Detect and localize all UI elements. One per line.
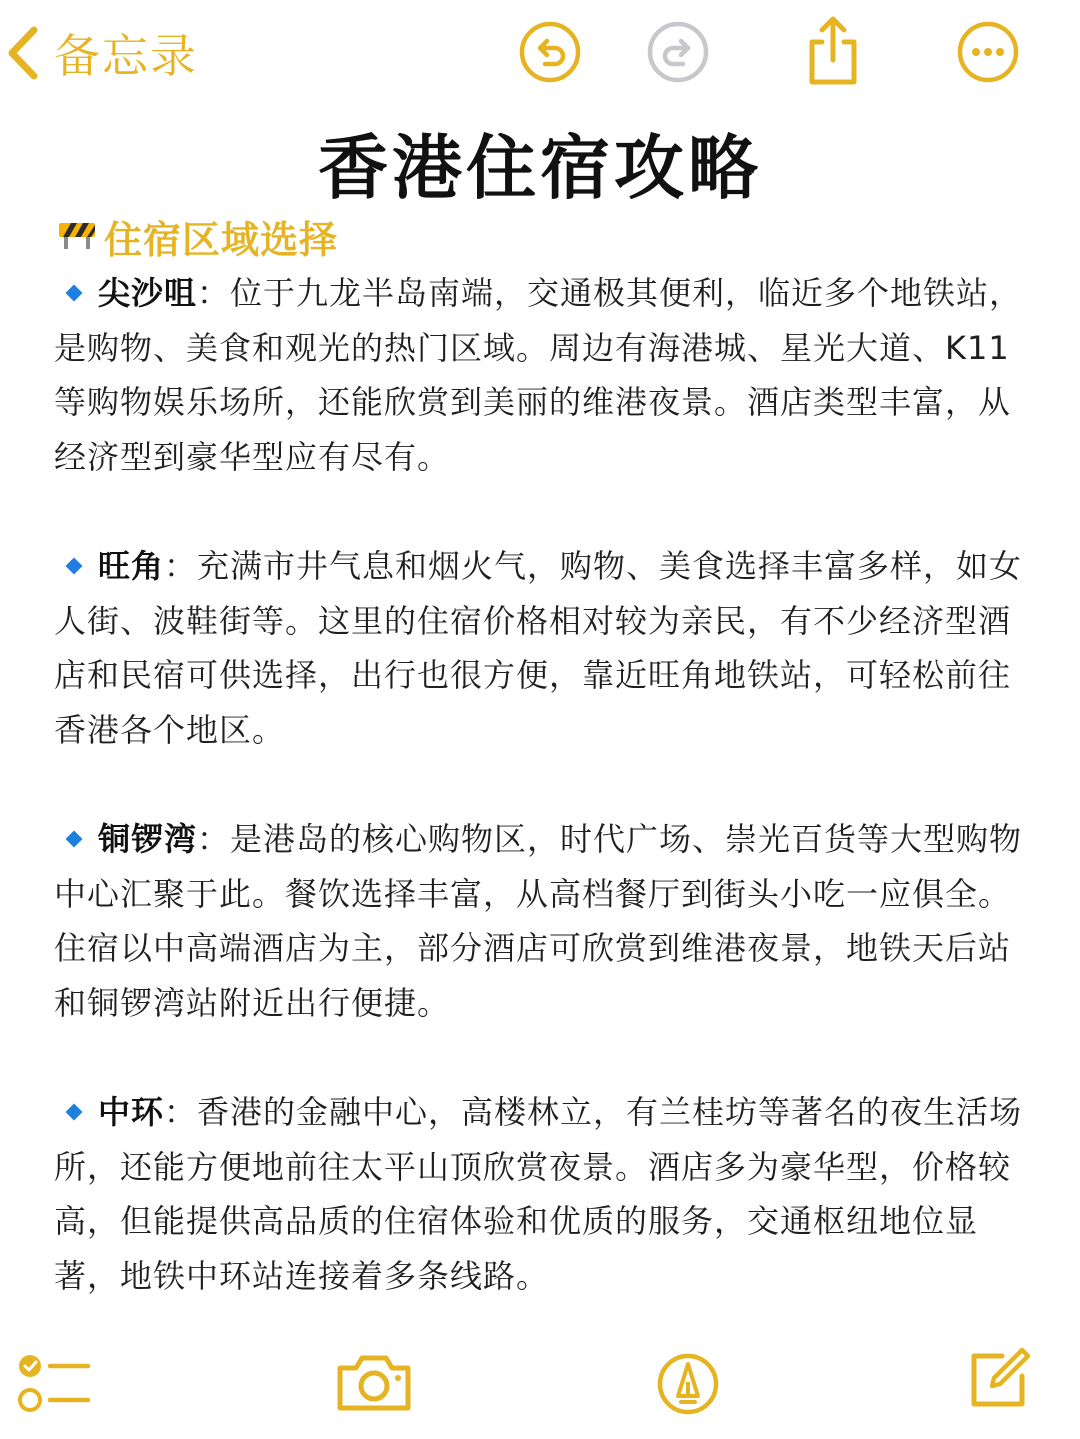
camera-icon (334, 1352, 414, 1414)
entry-causeway-bay[interactable] (54, 812, 1029, 1030)
more-icon (956, 20, 1020, 84)
entry-term: 铜锣湾 (98, 820, 198, 858)
back-button[interactable] (4, 18, 198, 88)
checklist-icon (16, 1352, 92, 1414)
construction-barrier-icon (58, 217, 96, 255)
note-title[interactable]: 香港住宿攻略 (318, 127, 762, 209)
compose-icon (966, 1346, 1032, 1412)
entry-term: 中环 (98, 1093, 165, 1131)
camera-button[interactable] (334, 1352, 414, 1414)
chevron-left-icon (4, 24, 40, 82)
entry-text: ：充满市井气息和烟火气，购物、美食选择丰富多样，如女人街、波鞋街等。这里的住宿价格相对较为亲民，有不少经济型酒店和民宿可供选择，出行也很方便，靠近旺角地铁站，可轻松前往香港各个地区。 (54, 547, 1023, 749)
entry-text: ：香港的金融中心，高楼林立，有兰桂坊等著名的夜生活场所，还能方便地前往太平山顶欣赏夜景。酒店多为豪华型，价格较高，但能提供高品质的住宿体验和优质的服务，交通枢纽地位显著，地铁中环站连接着多条线路。 (54, 1093, 1023, 1295)
redo-icon (646, 20, 710, 84)
checklist-button[interactable] (16, 1352, 92, 1414)
share-button[interactable] (802, 14, 864, 88)
section-heading[interactable] (58, 208, 338, 264)
bottom-toolbar (0, 1330, 1080, 1439)
markup-button[interactable] (656, 1352, 720, 1416)
compose-button[interactable] (966, 1346, 1032, 1412)
blue-diamond-icon (66, 557, 83, 574)
entry-text: ：是港岛的核心购物区，时代广场、崇光百货等大型购物中心汇聚于此。餐饮选择丰富，从高档餐厅到街头小吃一应俱全。住宿以中高端酒店为主，部分酒店可欣赏到维港夜景，地铁天后站和铜锣湾站附近出行便捷。 (54, 820, 1023, 1022)
blue-diamond-icon (66, 830, 83, 847)
section-heading-text: 住宿区域选择 (104, 217, 339, 262)
back-label: 备忘录 (54, 29, 198, 83)
entry-mong-kok[interactable] (54, 539, 1029, 757)
undo-button[interactable] (518, 20, 582, 84)
redo-button[interactable] (646, 20, 710, 84)
entry-term: 旺角 (98, 547, 165, 585)
blue-diamond-icon (66, 1103, 83, 1120)
navigation-bar (0, 0, 1080, 110)
share-icon (802, 14, 864, 88)
entry-central[interactable] (54, 1085, 1029, 1303)
markup-pen-icon (656, 1352, 720, 1416)
entry-term: 尖沙咀 (98, 274, 198, 312)
undo-icon (518, 20, 582, 84)
blue-diamond-icon (66, 284, 83, 301)
more-button[interactable] (956, 20, 1020, 84)
entry-tsim-sha-tsui[interactable] (54, 266, 1029, 484)
entry-text: ：位于九龙半岛南端，交通极其便利，临近多个地铁站，是购物、美食和观光的热门区域。周边有海港城、星光大道、K11等购物娱乐场所，还能欣赏到美丽的维港夜景。酒店类型丰富，从经济型到豪华型应有尽有。 (54, 274, 1023, 476)
